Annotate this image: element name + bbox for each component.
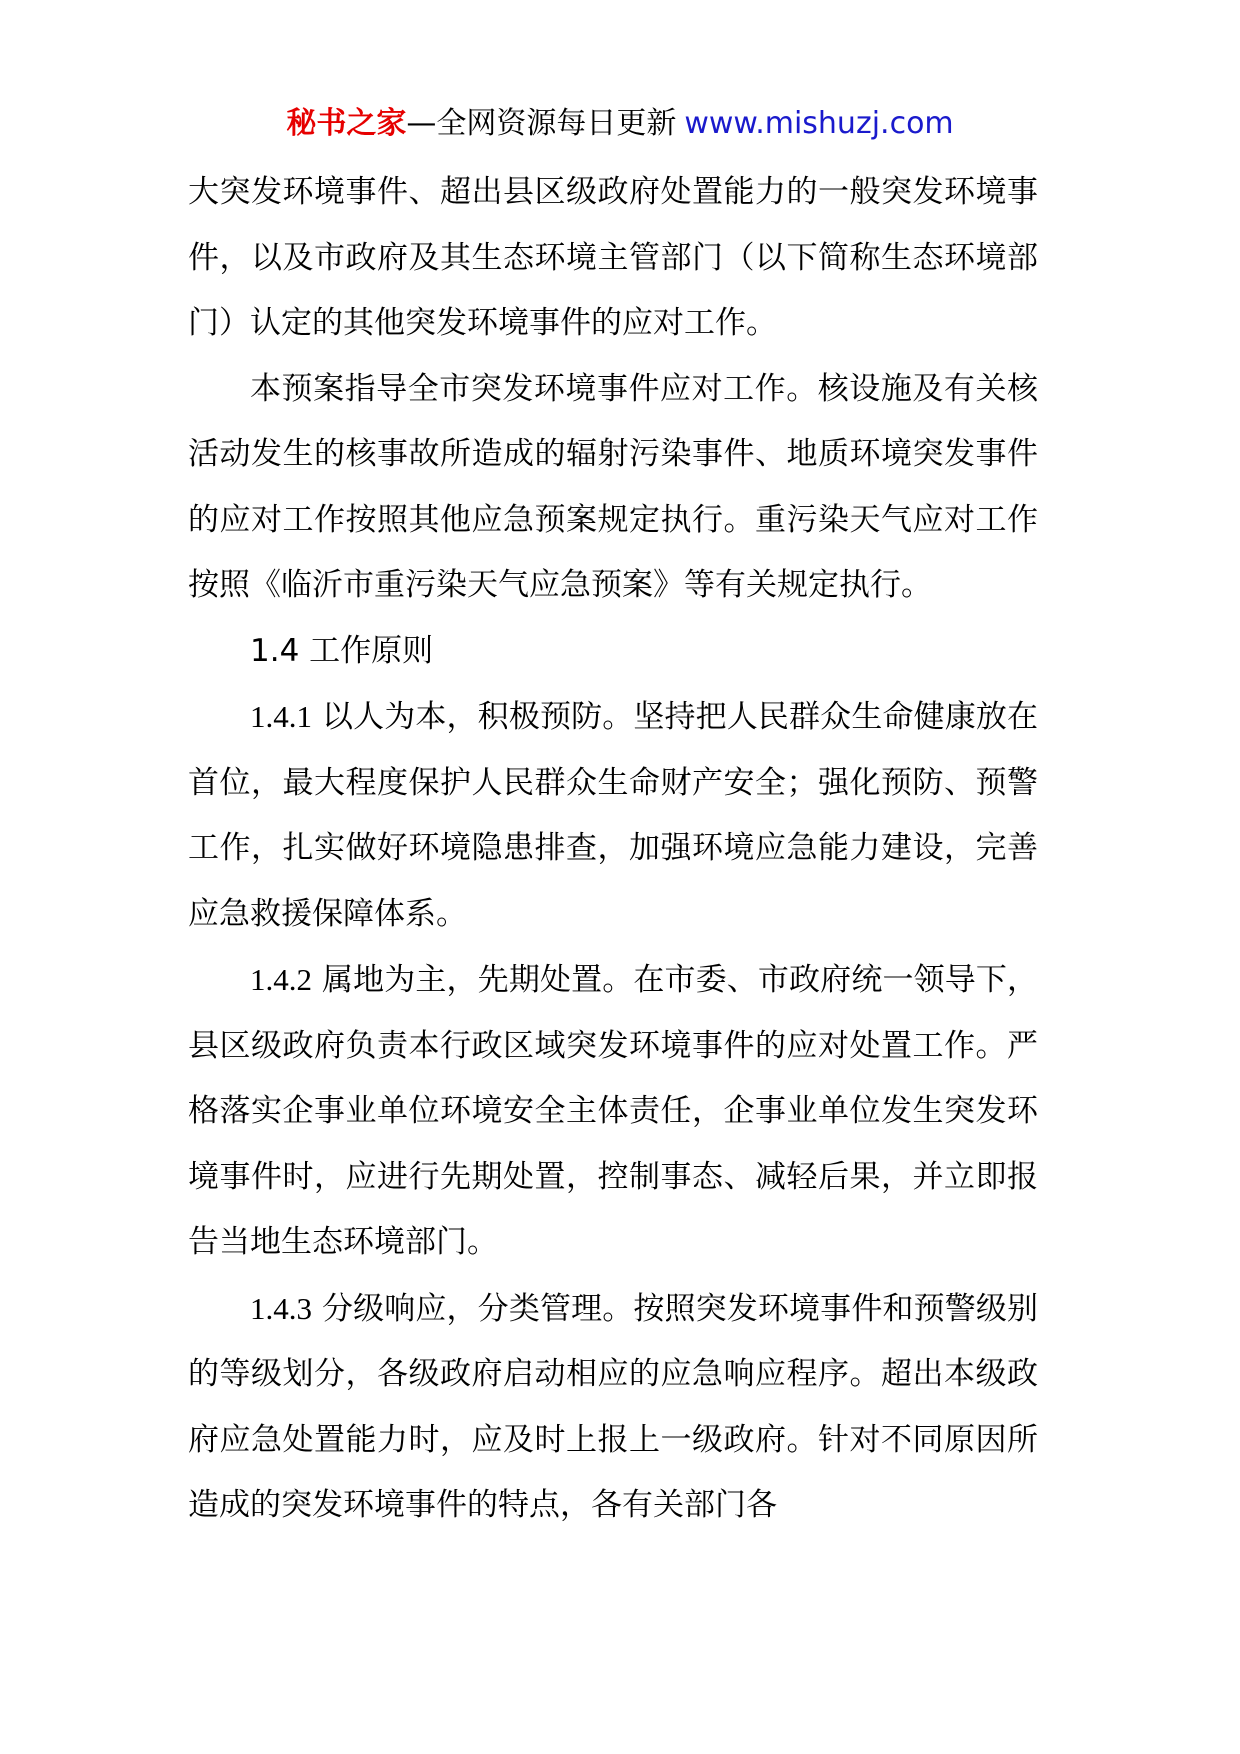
brand-name: 秘书之家 xyxy=(286,106,407,141)
principle-1-4-1 xyxy=(188,684,1038,947)
header-tagline: —全网资源每日更新 xyxy=(406,106,677,141)
paragraph-scope: 本预案指导全市突发环境事件应对工作。核设施及有关核活动发生的核事故所造成的辐射污染事件、地质环境突发事件的应对工作按照其他应急预案规定执行。重污染天气应对工作按照《临沂市重污染天气应急预案》等有关规定执行。 xyxy=(188,370,1038,603)
principle-1-4-3 xyxy=(188,1276,1038,1539)
principle-1-4-2 xyxy=(188,947,1038,1276)
site-url-link[interactable]: www.mishuzj.com xyxy=(684,106,954,141)
principle-number: 1.4.3 xyxy=(250,1290,312,1326)
section-heading: 1.4 工作原则 xyxy=(250,632,434,669)
document-body xyxy=(188,160,1038,1539)
principle-text: 分级响应，分类管理。按照突发环境事件和预警级别的等级划分，各级政府启动相应的应急响应程序。超出本级政府应急处置能力时，应及时上报上一级政府。针对不同原因所造成的突发环境事件的特点，各有关部门各 xyxy=(188,1290,1039,1523)
principle-number: 1.4.1 xyxy=(250,699,312,734)
page-header xyxy=(0,102,1240,146)
principle-text: 以人为本，积极预防。坚持把人民群众生命健康放在首位，最大程度保护人民群众生命财产安全；强化预防、预警工作，扎实做好环境隐患排查，加强环境应急能力建设，完善应急救援保障体系。 xyxy=(188,699,1039,932)
principle-number: 1.4.2 xyxy=(250,962,312,997)
principle-text: 属地为主，先期处置。在市委、市政府统一领导下，县区级政府负责本行政区域突发环境事件的应对处置工作。严格落实企事业单位环境安全主体责任，企事业单位发生突发环境事件时，应进行先期处置，控制事态、减轻后果，并立即报告当地生态环境部门。 xyxy=(188,962,1039,1260)
paragraph-scope-continued: 大突发环境事件、超出县区级政府处置能力的一般突发环境事件，以及市政府及其生态环境主管部门（以下简称生态环境部门）认定的其他突发环境事件的应对工作。 xyxy=(188,174,1038,341)
